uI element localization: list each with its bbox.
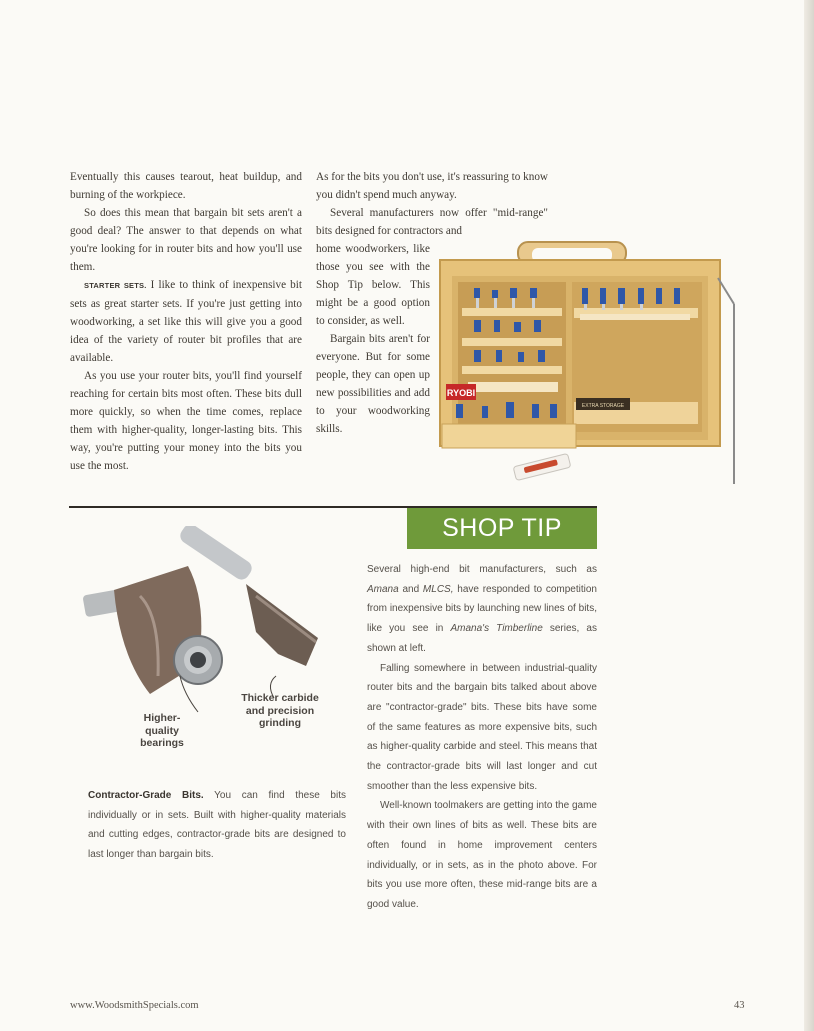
shop-tip-banner: SHOP TIP bbox=[407, 508, 597, 549]
paragraph: So does this mean that bargain bit sets aren't a good deal? The answer to that depends on what you're looking for in router bits and how you'll use them. bbox=[70, 207, 302, 273]
brand-label: RYOBI bbox=[446, 388, 476, 398]
paragraph: As you use your router bits, you'll find yourself reaching for certain bits most often. These bits dull more quickly, so when the time comes, replace them with higher-quality, longer-lasting bits. This way, you're putting your money into the bits you use the most. bbox=[70, 370, 302, 472]
page-edge bbox=[804, 0, 814, 1031]
article-column-left bbox=[70, 168, 302, 475]
paragraph: Bargain bits aren't for everyone. But for some people, they can open up new possibilities and add to your woodworking skills. bbox=[316, 333, 430, 435]
callout-carbide: Thicker carbide and precision grinding bbox=[241, 692, 319, 729]
callout-bearings: Higher-quality bearings bbox=[140, 712, 184, 749]
brand-name: MLCS, bbox=[422, 583, 454, 595]
caption-lead: Contractor-Grade Bits. bbox=[88, 790, 204, 801]
paragraph: As for the bits you don't use, it's reassuring to know you didn't spend much anyway. bbox=[316, 171, 548, 201]
paragraph: Falling somewhere in between industrial-quality router bits and the bargain bits talked about above are "contractor-grade" bits. These bits have some of the same features as more expensive bits, such as higher-quality carbide and steel. This means that the contractor-grade bits will last longer and cut smoother than the less expensive bits. bbox=[367, 662, 597, 792]
paragraph: Several manufacturers now offer "mid-range" bits designed for contractors and bbox=[316, 207, 548, 237]
text-run: Several high-end bit manufacturers, such as bbox=[367, 564, 597, 575]
run-in-heading: STARTER SETS. bbox=[84, 281, 147, 290]
router-bits-photo bbox=[80, 526, 350, 716]
brand-name: Amana bbox=[367, 583, 399, 595]
text-run: series, as shown at left. bbox=[367, 623, 597, 654]
paragraph bbox=[88, 786, 346, 865]
figure-caption bbox=[88, 786, 346, 865]
router-bit-case-photo bbox=[434, 238, 738, 488]
article-column-right-top bbox=[316, 168, 548, 240]
shop-tip-text bbox=[367, 560, 597, 915]
page-number: 43 bbox=[734, 1000, 745, 1011]
paragraph bbox=[367, 560, 597, 659]
paragraph: Eventually this causes tearout, heat buildup, and burning of the workpiece. bbox=[70, 171, 302, 201]
storage-tag: EXTRA STORAGE bbox=[581, 403, 625, 409]
caption-text: You can find these bits individually or in sets. Built with higher-quality materials and cutting edges, contractor-grade bits are designed to last longer than bargain bits. bbox=[88, 790, 346, 861]
text-run: and bbox=[398, 583, 423, 595]
paragraph bbox=[70, 276, 302, 367]
brand-name: Amana's Timberline bbox=[450, 623, 543, 635]
footer-url: www.WoodsmithSpecials.com bbox=[70, 1000, 199, 1011]
paragraph: home woodworkers, like those you see with the Shop Tip below. This might be a good option to consider, as well. bbox=[316, 243, 430, 327]
paragraph-text: I like to think of inexpensive bit sets as great starter sets. If you're just getting into woodworking, a set like this will give you a good idea of the variety of router bit profiles that are available. bbox=[70, 279, 302, 364]
article-column-right-wrap bbox=[316, 240, 430, 438]
paragraph: Well-known toolmakers are getting into the game with their own lines of bits as well. These bits are often found in home improvement centers individually, or in sets, as in the photo above. For bits you use more often, these mid-range bits are a good value. bbox=[367, 800, 597, 910]
text-run: have responded to competition from inexpensive bits by launching new lines of bits, like you see in bbox=[367, 583, 597, 635]
